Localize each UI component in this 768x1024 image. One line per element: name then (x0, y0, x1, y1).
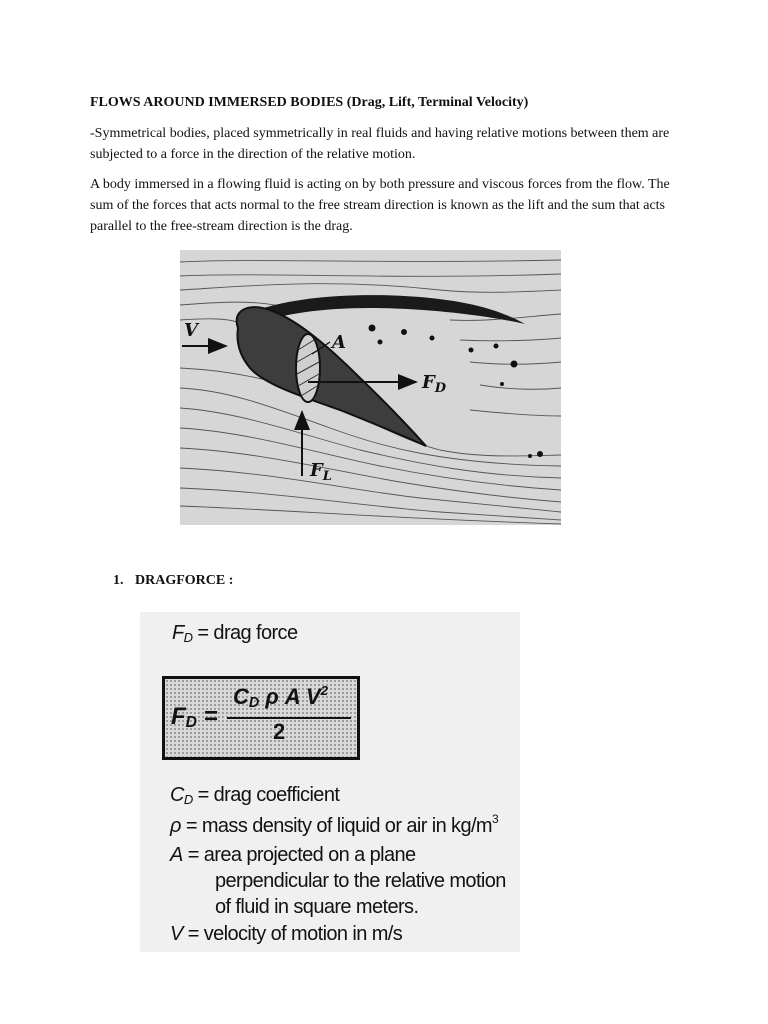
section-heading-dragforce (113, 571, 233, 591)
fd-definition-line: $F_D$ = drag force (172, 622, 298, 645)
paragraph-symmetrical-bodies: -Symmetrical bodies, placed symmetrically in real fluids and having relative motions between them are subjected to a force in the direction of the relative motion. (90, 126, 670, 162)
section-number: 1. (113, 573, 124, 588)
a-definition-line-3: of fluid in square meters. (215, 896, 419, 918)
area-label: A (332, 332, 346, 353)
wake-dots (369, 325, 544, 459)
formula-lhs: $F_D$ = (171, 703, 218, 731)
airfoil-flow-figure (180, 250, 561, 525)
drag-formula-image (140, 612, 520, 952)
section-title: DRAGFORCE : (135, 573, 234, 588)
cd-definition-line: $C_D$ = drag coefficient (170, 784, 340, 807)
fraction-bar (227, 717, 351, 719)
page-title: FLOWS AROUND IMMERSED BODIES (Drag, Lift, Terminal Velocity) (90, 95, 529, 110)
rho-definition-line: ρ = mass density of liquid or air in $kg/m^3$ (170, 812, 499, 837)
lift-force-label: $F_L$ (310, 460, 332, 484)
drag-force-label: $F_D$ (422, 372, 447, 396)
airfoil-diagram (180, 250, 561, 525)
v-definition-line: V = velocity of motion in m/s (170, 923, 403, 945)
velocity-label: V (184, 320, 198, 341)
paragraph-immersed-body: A body immersed in a flowing fluid is acting on by both pressure and viscous forces from the flow. The sum of the forces that acts normal to the free stream direction is known as the lift and the sum that acts parallel to the free-stream direction is the drag. (90, 177, 670, 234)
airfoil-body (237, 307, 426, 446)
formula-numerator: $C_D$ ρ A $V^2$ (233, 683, 328, 711)
a-definition-line: A = area projected on a plane (170, 844, 416, 866)
drag-formula-box (162, 676, 360, 760)
a-definition-line-2: perpendicular to the relative motion (215, 870, 506, 892)
formula-denominator: 2 (273, 719, 286, 744)
